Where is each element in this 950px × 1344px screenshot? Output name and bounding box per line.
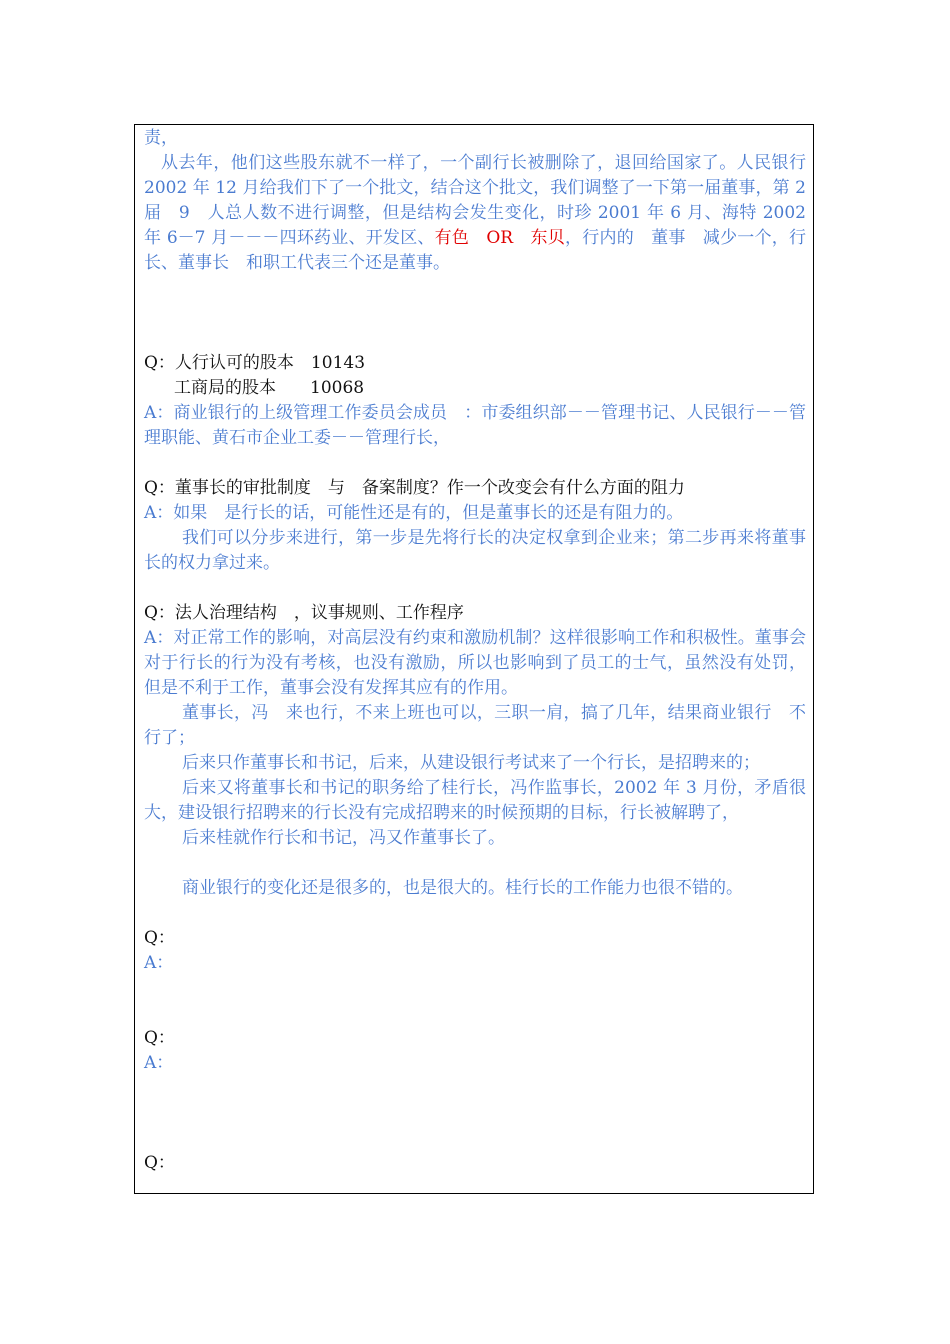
spacer <box>144 451 806 476</box>
paragraph-text-end: ，行内的 董事 减少一个，行长、董事长 和职工代表三个还是董事。 <box>144 228 806 273</box>
question-1-line-2: 工商局的股本 10068 <box>174 378 365 398</box>
spacer <box>144 976 806 1026</box>
answer-2-continued: 我们可以分步来进行，第一步是先将行长的决定权拿到企业来；第二步再来将董事长的权力拿过来。 <box>144 528 806 573</box>
paragraph-board-change <box>144 151 806 276</box>
paragraph-continuation: 责， <box>144 128 178 148</box>
question-1: Q：人行认可的股本 10143 <box>144 353 366 373</box>
answer-3-part-4: 后来又将董事长和书记的职务给了桂行长，冯作监事长，2002 年 3 月份，矛盾很大，建设银行招聘来的行长没有完成招聘来的时候预期的目标，行长被解聘了， <box>144 778 806 823</box>
spacer <box>144 576 806 601</box>
spacer <box>144 1076 806 1151</box>
answer-3-part-3: 后来只作董事长和书记，后来，从建设银行考试来了一个行长，是招聘来的； <box>182 753 760 773</box>
highlighted-companies: 有色 OR 东贝 <box>434 228 565 248</box>
answer-2: A：如果 是行长的话，可能性还是有的，但是董事长的还是有阻力的。 <box>144 503 684 523</box>
answer-3-part-5: 后来桂就作行长和书记，冯又作董事长了。 <box>182 828 505 848</box>
question-5: Q： <box>144 1028 175 1048</box>
question-3: Q：法人治理结构 ，议事规则、工作程序 <box>144 603 464 623</box>
answer-3: A：对正常工作的影响，对高层没有约束和激励机制？这样很影响工作和积极性。董事会对于行长的行为没有考核，也没有激励，所以也影响到了员工的士气，虽然没有处罚，但是不利于工作，董事会没有发挥其应有的作用。 <box>144 628 806 698</box>
answer-3-part-6: 商业银行的变化还是很多的，也是很大的。桂行长的工作能力也很不错的。 <box>182 878 743 898</box>
paragraph-text: 从去年，他们这些股东就不一样了，一个副行长被删除了，退回给国家了。人民银行 2002 年 12 月给我们下了一个批文，结合这个批文，我们调整了一下第一届董事，第 2 届 9 人总人数不进行调整，但是结构会发生变化，时珍 2001 年 6 月、海特 2002 年 6－7 月－－－四环药业、开发区、 <box>144 153 806 248</box>
document-body <box>144 126 806 1176</box>
answer-4: A： <box>144 953 174 973</box>
question-4: Q： <box>144 928 175 948</box>
spacer <box>144 901 806 926</box>
spacer <box>144 851 806 876</box>
question-2: Q：董事长的审批制度 与 备案制度？作一个改变会有什么方面的阻力 <box>144 478 685 498</box>
question-6: Q： <box>144 1153 175 1173</box>
spacer <box>144 276 806 351</box>
answer-1: A：商业银行的上级管理工作委员会成员 ：市委组织部－－管理书记、人民银行－－管理职能、黄石市企业工委－－管理行长， <box>144 403 806 448</box>
answer-5: A： <box>144 1053 174 1073</box>
answer-3-part-2: 董事长，冯 来也行，不来上班也可以，三职一肩，搞了几年，结果商业银行 不行了； <box>144 703 806 748</box>
